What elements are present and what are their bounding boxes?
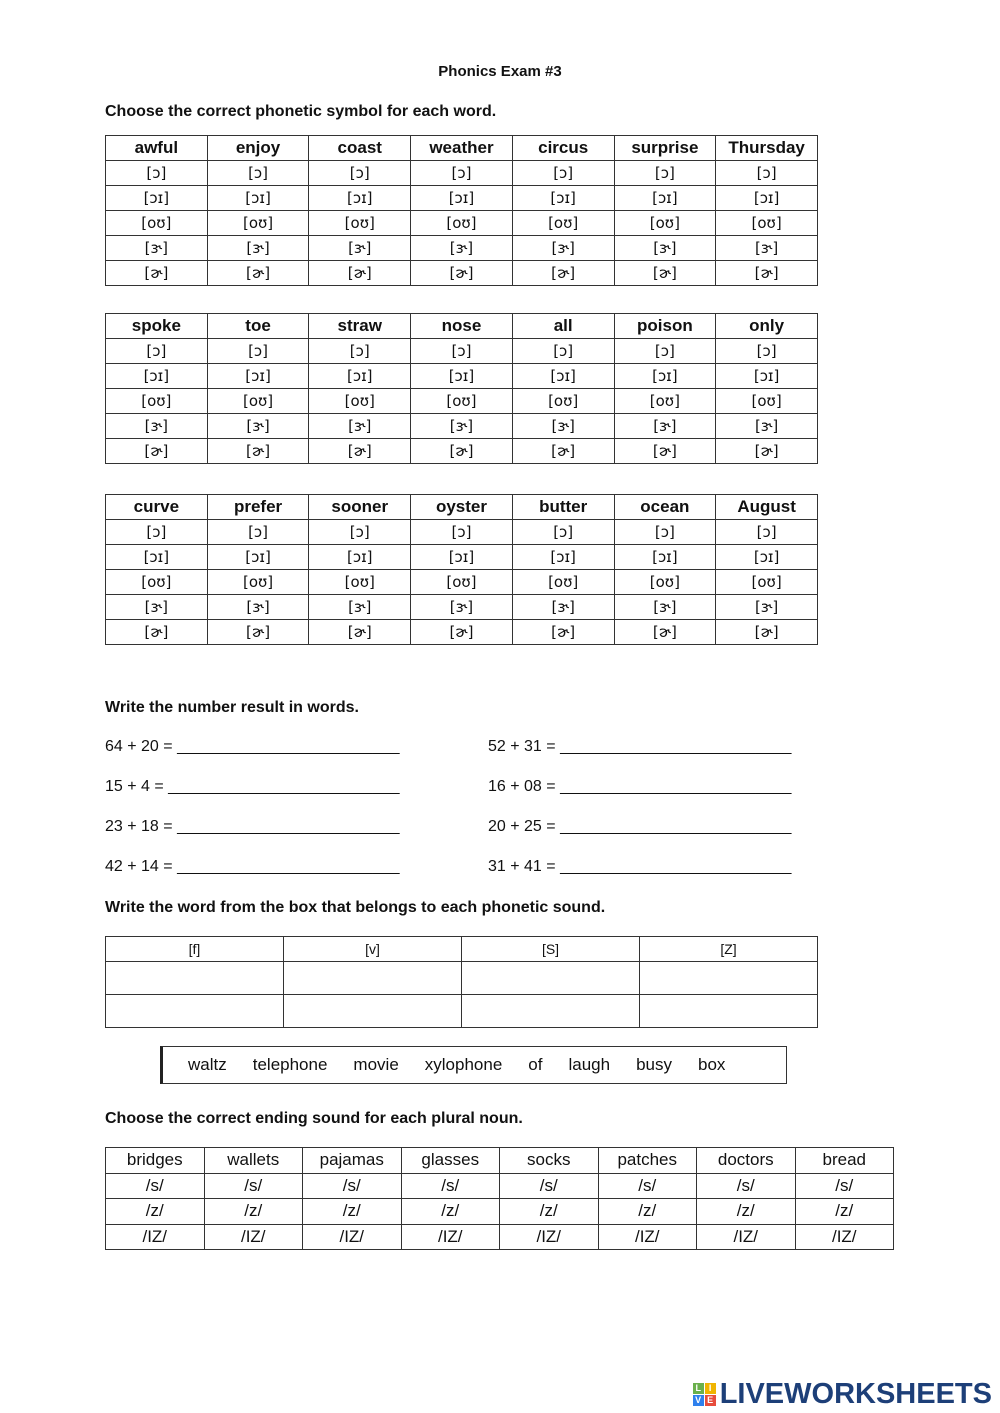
- symbol-option[interactable]: [ɔ]: [309, 161, 411, 186]
- answer-cell[interactable]: [284, 995, 462, 1028]
- ending-option[interactable]: /IZ/: [303, 1224, 402, 1250]
- noun-header: glasses: [401, 1148, 500, 1174]
- symbol-option[interactable]: [ɔ]: [411, 161, 513, 186]
- symbol-option[interactable]: [oʊ]: [106, 570, 208, 595]
- ending-option[interactable]: /s/: [697, 1173, 796, 1199]
- word-header: surprise: [614, 136, 716, 161]
- symbol-option[interactable]: [ɚ]: [411, 439, 513, 464]
- logo-text: LIVEWORKSHEETS: [719, 1378, 992, 1410]
- ending-option[interactable]: /s/: [795, 1173, 894, 1199]
- word-header: all: [512, 314, 614, 339]
- symbol-option[interactable]: [ɔɪ]: [106, 186, 208, 211]
- symbol-option[interactable]: [ɝ]: [512, 414, 614, 439]
- symbol-option[interactable]: [ɝ]: [614, 236, 716, 261]
- symbol-option[interactable]: [ɔɪ]: [614, 186, 716, 211]
- ending-option[interactable]: /s/: [303, 1173, 402, 1199]
- symbol-option[interactable]: [ɔ]: [716, 161, 818, 186]
- symbol-option[interactable]: [ɔɪ]: [512, 186, 614, 211]
- sound-table: [105, 936, 818, 1028]
- word-bank-item[interactable]: laugh: [568, 1055, 611, 1074]
- liveworksheets-logo: [693, 1378, 992, 1411]
- answer-cell[interactable]: [106, 962, 284, 995]
- symbol-option[interactable]: [ɔ]: [309, 520, 411, 545]
- answer-cell[interactable]: [462, 995, 640, 1028]
- symbol-option[interactable]: [ɝ]: [614, 414, 716, 439]
- symbol-option[interactable]: [oʊ]: [716, 211, 818, 236]
- symbol-option[interactable]: [ɔɪ]: [716, 545, 818, 570]
- word-bank-item[interactable]: box: [698, 1055, 726, 1074]
- ending-option[interactable]: /z/: [204, 1199, 303, 1225]
- symbol-option[interactable]: [ɝ]: [716, 595, 818, 620]
- symbol-option[interactable]: [ɚ]: [309, 620, 411, 645]
- symbol-option[interactable]: [oʊ]: [411, 570, 513, 595]
- symbol-option[interactable]: [ɝ]: [207, 595, 309, 620]
- symbol-option[interactable]: [ɔ]: [106, 520, 208, 545]
- symbol-option[interactable]: [oʊ]: [512, 389, 614, 414]
- ending-option[interactable]: /s/: [598, 1173, 697, 1199]
- ending-option[interactable]: /IZ/: [598, 1224, 697, 1250]
- symbol-option[interactable]: [oʊ]: [512, 570, 614, 595]
- symbol-option[interactable]: [ɔ]: [512, 161, 614, 186]
- sound-header: [Z]: [640, 937, 818, 962]
- symbol-option[interactable]: [ɝ]: [614, 595, 716, 620]
- symbol-option[interactable]: [ɔ]: [716, 339, 818, 364]
- word-bank-item[interactable]: xylophone: [424, 1055, 503, 1074]
- symbol-option[interactable]: [oʊ]: [106, 389, 208, 414]
- word-bank: [160, 1046, 787, 1084]
- answer-cell[interactable]: [640, 995, 818, 1028]
- ending-option[interactable]: /IZ/: [500, 1224, 599, 1250]
- symbol-option[interactable]: [oʊ]: [614, 570, 716, 595]
- noun-header: bridges: [106, 1148, 205, 1174]
- symbol-option[interactable]: [ɝ]: [411, 236, 513, 261]
- section1-heading: Choose the correct phonetic symbol for each word.: [105, 103, 497, 120]
- symbol-option[interactable]: [ɚ]: [716, 439, 818, 464]
- symbol-option[interactable]: [ɚ]: [512, 620, 614, 645]
- word-header: ocean: [614, 495, 716, 520]
- logo-letter: E: [705, 1395, 716, 1406]
- symbol-option[interactable]: [ɔɪ]: [411, 186, 513, 211]
- symbol-option[interactable]: [ɔ]: [411, 520, 513, 545]
- answer-cell[interactable]: [640, 962, 818, 995]
- section4-heading: Choose the correct ending sound for each plural noun.: [105, 1110, 523, 1127]
- symbol-option[interactable]: [ɝ]: [411, 414, 513, 439]
- symbol-option[interactable]: [ɔɪ]: [614, 364, 716, 389]
- symbol-option[interactable]: [ɔɪ]: [411, 545, 513, 570]
- symbol-option[interactable]: [oʊ]: [716, 389, 818, 414]
- symbol-option[interactable]: [ɚ]: [716, 261, 818, 286]
- symbol-option[interactable]: [ɝ]: [207, 236, 309, 261]
- symbol-option[interactable]: [ɔ]: [207, 520, 309, 545]
- word-header: spoke: [106, 314, 208, 339]
- ending-option[interactable]: /s/: [204, 1173, 303, 1199]
- symbol-option[interactable]: [ɔɪ]: [716, 186, 818, 211]
- symbol-option[interactable]: [ɝ]: [106, 414, 208, 439]
- noun-header: bread: [795, 1148, 894, 1174]
- symbol-option[interactable]: [ɝ]: [207, 414, 309, 439]
- symbol-option[interactable]: [oʊ]: [614, 389, 716, 414]
- equation-left[interactable]: 42 + 14 = _________________________: [105, 858, 400, 875]
- symbol-option[interactable]: [ɔɪ]: [207, 545, 309, 570]
- sound-header: [S]: [462, 937, 640, 962]
- ending-option[interactable]: /z/: [697, 1199, 796, 1225]
- word-header: only: [716, 314, 818, 339]
- symbol-option[interactable]: [ɔɪ]: [614, 545, 716, 570]
- symbol-option[interactable]: [ɚ]: [207, 439, 309, 464]
- symbol-option[interactable]: [ɝ]: [106, 595, 208, 620]
- symbol-option[interactable]: [oʊ]: [411, 211, 513, 236]
- ending-option[interactable]: /z/: [598, 1199, 697, 1225]
- word-header: awful: [106, 136, 208, 161]
- symbol-option[interactable]: [oʊ]: [614, 211, 716, 236]
- symbol-option[interactable]: [ɚ]: [207, 261, 309, 286]
- equation-right[interactable]: 31 + 41 = __________________________: [488, 858, 792, 875]
- symbol-option[interactable]: [oʊ]: [207, 570, 309, 595]
- word-header: toe: [207, 314, 309, 339]
- symbol-option[interactable]: [ɔɪ]: [512, 545, 614, 570]
- symbol-option[interactable]: [ɔɪ]: [106, 545, 208, 570]
- noun-header: socks: [500, 1148, 599, 1174]
- word-header: enjoy: [207, 136, 309, 161]
- symbol-option[interactable]: [ɚ]: [411, 261, 513, 286]
- answer-cell[interactable]: [284, 962, 462, 995]
- symbol-option[interactable]: [ɚ]: [512, 261, 614, 286]
- symbol-option[interactable]: [ɔ]: [512, 339, 614, 364]
- symbol-option[interactable]: [ɚ]: [106, 261, 208, 286]
- symbol-option[interactable]: [ɔɪ]: [207, 364, 309, 389]
- symbol-option[interactable]: [oʊ]: [411, 389, 513, 414]
- symbol-option[interactable]: [oʊ]: [716, 570, 818, 595]
- symbol-option[interactable]: [ɔɪ]: [512, 364, 614, 389]
- equation-left[interactable]: 64 + 20 = _________________________: [105, 738, 400, 755]
- page-title: Phonics Exam #3: [438, 63, 562, 80]
- word-header: Thursday: [716, 136, 818, 161]
- plural-table: [105, 1147, 894, 1250]
- answer-cell[interactable]: [106, 995, 284, 1028]
- symbol-option[interactable]: [ɔ]: [716, 520, 818, 545]
- symbol-option[interactable]: [ɚ]: [512, 439, 614, 464]
- symbol-option[interactable]: [ɚ]: [614, 620, 716, 645]
- symbol-option[interactable]: [oʊ]: [309, 389, 411, 414]
- ending-option[interactable]: /s/: [401, 1173, 500, 1199]
- symbol-option[interactable]: [ɔ]: [512, 520, 614, 545]
- logo-icon: [693, 1383, 716, 1406]
- ending-option[interactable]: /IZ/: [401, 1224, 500, 1250]
- symbol-option[interactable]: [ɔɪ]: [309, 545, 411, 570]
- ending-option[interactable]: /z/: [401, 1199, 500, 1225]
- ending-option[interactable]: /IZ/: [204, 1224, 303, 1250]
- word-header: curve: [106, 495, 208, 520]
- word-header: poison: [614, 314, 716, 339]
- symbol-option[interactable]: [ɔ]: [614, 520, 716, 545]
- symbol-option[interactable]: [ɔ]: [207, 161, 309, 186]
- symbol-option[interactable]: [ɔɪ]: [309, 364, 411, 389]
- symbol-option[interactable]: [ɝ]: [716, 414, 818, 439]
- ending-option[interactable]: /s/: [500, 1173, 599, 1199]
- word-header: butter: [512, 495, 614, 520]
- phonetic-table: [105, 135, 818, 286]
- symbol-option[interactable]: [ɔɪ]: [207, 186, 309, 211]
- symbol-option[interactable]: [oʊ]: [512, 211, 614, 236]
- ending-option[interactable]: /IZ/: [106, 1224, 205, 1250]
- symbol-option[interactable]: [ɝ]: [309, 414, 411, 439]
- symbol-option[interactable]: [ɝ]: [411, 595, 513, 620]
- word-bank-item[interactable]: busy: [636, 1055, 673, 1074]
- symbol-option[interactable]: [ɝ]: [309, 595, 411, 620]
- symbol-option[interactable]: [ɔɪ]: [716, 364, 818, 389]
- word-header: weather: [411, 136, 513, 161]
- symbol-option[interactable]: [ɔɪ]: [309, 186, 411, 211]
- word-header: circus: [512, 136, 614, 161]
- word-header: nose: [411, 314, 513, 339]
- symbol-option[interactable]: [oʊ]: [106, 211, 208, 236]
- word-header: sooner: [309, 495, 411, 520]
- symbol-option[interactable]: [ɚ]: [411, 620, 513, 645]
- word-bank-item[interactable]: telephone: [252, 1055, 328, 1074]
- symbol-option[interactable]: [ɔ]: [614, 161, 716, 186]
- symbol-option[interactable]: [oʊ]: [309, 570, 411, 595]
- noun-header: pajamas: [303, 1148, 402, 1174]
- word-bank-item[interactable]: waltz: [188, 1055, 227, 1074]
- ending-option[interactable]: /z/: [106, 1199, 205, 1225]
- logo-letter: V: [693, 1395, 704, 1406]
- ending-option[interactable]: /z/: [500, 1199, 599, 1225]
- symbol-option[interactable]: [ɝ]: [716, 236, 818, 261]
- ending-option[interactable]: /z/: [303, 1199, 402, 1225]
- word-header: straw: [309, 314, 411, 339]
- ending-option[interactable]: /IZ/: [697, 1224, 796, 1250]
- symbol-option[interactable]: [ɝ]: [512, 595, 614, 620]
- symbol-option[interactable]: [ɚ]: [614, 439, 716, 464]
- sound-header: [v]: [284, 937, 462, 962]
- word-header: oyster: [411, 495, 513, 520]
- symbol-option[interactable]: [oʊ]: [207, 211, 309, 236]
- equation-left[interactable]: 15 + 4 = __________________________: [105, 778, 400, 795]
- symbol-option[interactable]: [ɚ]: [716, 620, 818, 645]
- equation-right[interactable]: 16 + 08 = __________________________: [488, 778, 792, 795]
- symbol-option[interactable]: [ɔɪ]: [106, 364, 208, 389]
- word-bank-item[interactable]: movie: [353, 1055, 399, 1074]
- symbol-option[interactable]: [ɝ]: [309, 236, 411, 261]
- section3-heading: Write the word from the box that belongs to each phonetic sound.: [105, 899, 606, 916]
- logo-letter: I: [705, 1383, 716, 1394]
- noun-header: wallets: [204, 1148, 303, 1174]
- symbol-option[interactable]: [ɚ]: [207, 620, 309, 645]
- section2-heading: Write the number result in words.: [105, 699, 359, 716]
- logo-letter: L: [693, 1383, 704, 1394]
- symbol-option[interactable]: [ɚ]: [106, 620, 208, 645]
- word-bank-item[interactable]: of: [528, 1055, 543, 1074]
- word-header: prefer: [207, 495, 309, 520]
- symbol-option[interactable]: [ɚ]: [309, 439, 411, 464]
- symbol-option[interactable]: [ɝ]: [106, 236, 208, 261]
- symbol-option[interactable]: [oʊ]: [309, 211, 411, 236]
- equation-right[interactable]: 52 + 31 = __________________________: [488, 738, 792, 755]
- answer-cell[interactable]: [462, 962, 640, 995]
- symbol-option[interactable]: [ɔɪ]: [411, 364, 513, 389]
- symbol-option[interactable]: [ɔ]: [411, 339, 513, 364]
- sound-header: [f]: [106, 937, 284, 962]
- word-header: August: [716, 495, 818, 520]
- equation-right[interactable]: 20 + 25 = __________________________: [488, 818, 792, 835]
- symbol-option[interactable]: [ɔ]: [614, 339, 716, 364]
- symbol-option[interactable]: [ɚ]: [106, 439, 208, 464]
- symbol-option[interactable]: [oʊ]: [207, 389, 309, 414]
- ending-option[interactable]: /IZ/: [795, 1224, 894, 1250]
- word-header: coast: [309, 136, 411, 161]
- symbol-option[interactable]: [ɔ]: [106, 161, 208, 186]
- symbol-option[interactable]: [ɔ]: [106, 339, 208, 364]
- symbol-option[interactable]: [ɚ]: [614, 261, 716, 286]
- noun-header: doctors: [697, 1148, 796, 1174]
- symbol-option[interactable]: [ɔ]: [207, 339, 309, 364]
- symbol-option[interactable]: [ɚ]: [309, 261, 411, 286]
- equation-left[interactable]: 23 + 18 = _________________________: [105, 818, 400, 835]
- symbol-option[interactable]: [ɔ]: [309, 339, 411, 364]
- ending-option[interactable]: /z/: [795, 1199, 894, 1225]
- phonetic-table: [105, 494, 818, 645]
- phonetic-table: [105, 313, 818, 464]
- symbol-option[interactable]: [ɝ]: [512, 236, 614, 261]
- noun-header: patches: [598, 1148, 697, 1174]
- ending-option[interactable]: /s/: [106, 1173, 205, 1199]
